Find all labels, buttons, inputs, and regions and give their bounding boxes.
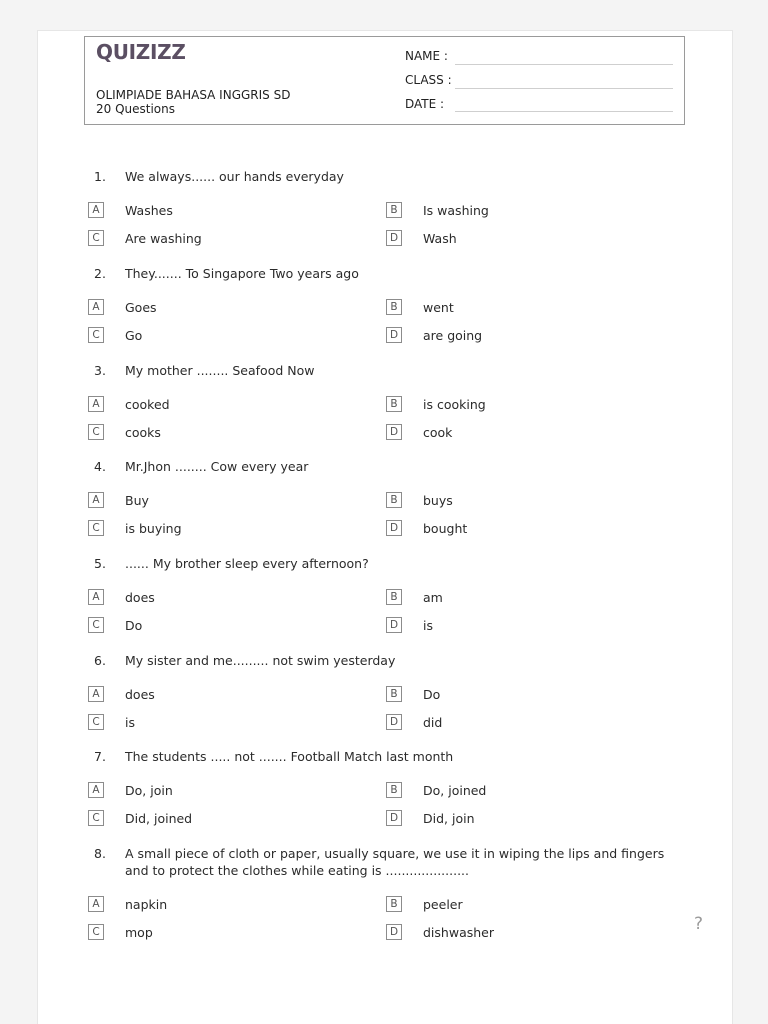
class-label: CLASS : [405, 73, 452, 87]
option-letter-box: B [386, 896, 402, 912]
option-letter-box: B [386, 202, 402, 218]
option-text: bought [423, 521, 468, 536]
question-text: A small piece of cloth or paper, usually square, we use it in wiping the lips and fingers and to protect the clothes while eating is ..................... [125, 846, 665, 878]
option-text: peeler [423, 897, 463, 912]
help-icon[interactable]: ? [694, 914, 704, 934]
option-text: did [423, 715, 443, 730]
option-letter-box: D [386, 714, 402, 730]
option-text: cooks [125, 425, 161, 440]
option-text: Did, join [423, 811, 475, 826]
option-letter-box: A [88, 396, 104, 412]
option-text: Go [125, 328, 143, 343]
option-letter-box: B [386, 589, 402, 605]
question-number: 7. [94, 749, 106, 764]
option-letter-box: A [88, 202, 104, 218]
option-text: Buy [125, 493, 149, 508]
option-letter-box: D [386, 230, 402, 246]
option-text: is [125, 715, 135, 730]
option-letter-box: C [88, 230, 104, 246]
option-text: am [423, 590, 443, 605]
option-text: is buying [125, 521, 182, 536]
option-text: is cooking [423, 397, 486, 412]
option-text: Wash [423, 231, 457, 246]
question-number: 2. [94, 266, 106, 281]
option-letter-box: C [88, 617, 104, 633]
option-text: mop [125, 925, 153, 940]
option-letter-box: D [386, 617, 402, 633]
option-letter-box: D [386, 810, 402, 826]
option-text: cook [423, 425, 453, 440]
question-number: 5. [94, 556, 106, 571]
option-text: is [423, 618, 433, 633]
question-number: 6. [94, 653, 106, 668]
date-label: DATE : [405, 97, 445, 111]
option-letter-box: B [386, 299, 402, 315]
option-text: Are washing [125, 231, 202, 246]
option-letter-box: C [88, 810, 104, 826]
option-text: Is washing [423, 203, 489, 218]
option-text: are going [423, 328, 483, 343]
quiz-title: OLIMPIADE BAHASA INGGRIS SD [96, 88, 291, 102]
option-letter-box: D [386, 327, 402, 343]
class-line [455, 88, 673, 89]
question-text: They....... To Singapore Two years ago [125, 266, 359, 281]
option-letter-box: C [88, 520, 104, 536]
option-text: cooked [125, 397, 170, 412]
option-letter-box: B [386, 686, 402, 702]
option-text: Goes [125, 300, 157, 315]
question-text: ...... My brother sleep every afternoon? [125, 556, 369, 571]
option-letter-box: D [386, 424, 402, 440]
option-letter-box: A [88, 492, 104, 508]
option-letter-box: C [88, 714, 104, 730]
question-number: 8. [94, 846, 106, 861]
option-letter-box: A [88, 686, 104, 702]
option-text: buys [423, 493, 453, 508]
option-letter-box: C [88, 424, 104, 440]
option-letter-box: C [88, 924, 104, 940]
question-number: 1. [94, 169, 106, 184]
question-number: 3. [94, 363, 106, 378]
quizizz-logo: QUIZIZZ [96, 40, 186, 64]
option-letter-box: C [88, 327, 104, 343]
option-letter-box: B [386, 492, 402, 508]
question-text: My sister and me......... not swim yesterday [125, 653, 396, 668]
option-letter-box: B [386, 396, 402, 412]
question-count: 20 Questions [96, 102, 176, 116]
option-letter-box: A [88, 896, 104, 912]
option-text: Do, joined [423, 783, 487, 798]
option-text: Do [125, 618, 143, 633]
question-text: The students ..... not ....... Football Match last month [125, 749, 454, 764]
option-letter-box: A [88, 782, 104, 798]
option-text: Do [423, 687, 441, 702]
option-text: Do, join [125, 783, 173, 798]
question-number: 4. [94, 459, 106, 474]
option-text: Did, joined [125, 811, 193, 826]
option-letter-box: A [88, 299, 104, 315]
question-text: My mother ........ Seafood Now [125, 363, 315, 378]
question-text: Mr.Jhon ........ Cow every year [125, 459, 309, 474]
option-text: napkin [125, 897, 168, 912]
option-letter-box: D [386, 520, 402, 536]
option-text: does [125, 687, 155, 702]
worksheet-header [84, 36, 685, 125]
option-text: Washes [125, 203, 173, 218]
option-letter-box: A [88, 589, 104, 605]
option-text: went [423, 300, 454, 315]
date-line [455, 111, 673, 112]
name-line [455, 64, 673, 65]
option-letter-box: D [386, 924, 402, 940]
question-text: We always...... our hands everyday [125, 169, 344, 184]
option-letter-box: B [386, 782, 402, 798]
option-text: dishwasher [423, 925, 494, 940]
option-text: does [125, 590, 155, 605]
name-label: NAME : [405, 49, 448, 63]
